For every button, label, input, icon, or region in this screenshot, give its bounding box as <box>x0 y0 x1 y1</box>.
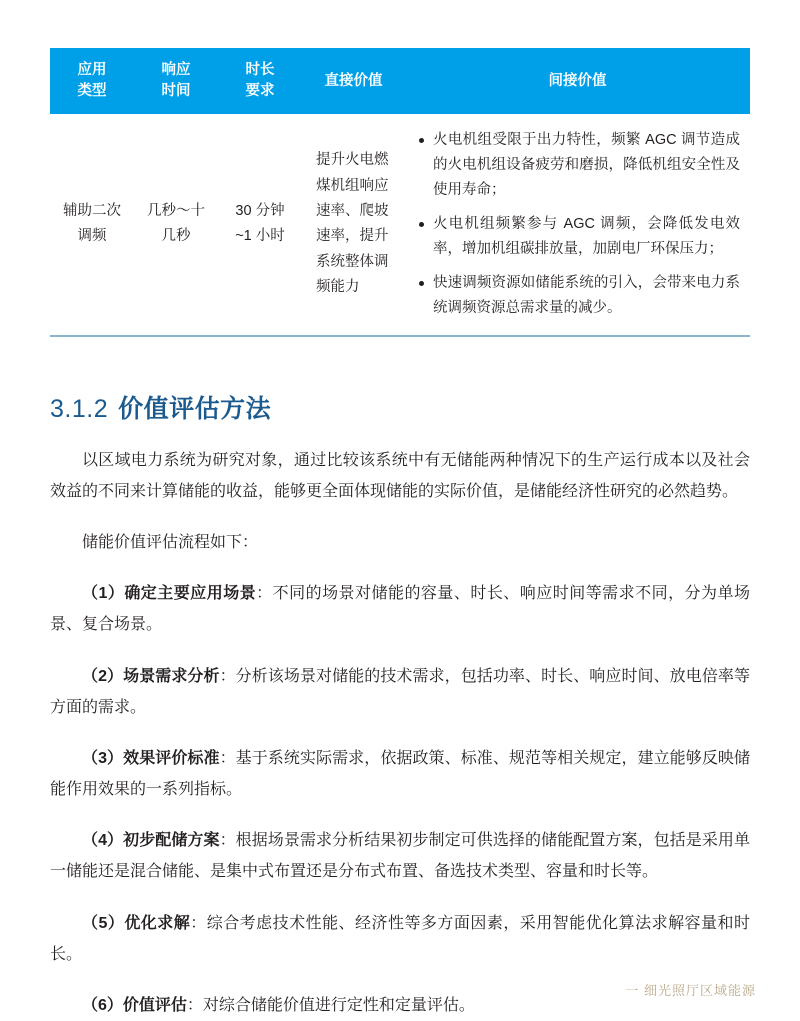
cell-response-time: 几秒～十几秒 <box>134 114 218 336</box>
table-header-cell-app-type: 应用 类型 <box>50 48 134 114</box>
step-1-label: （1）确定主要应用场景 <box>82 585 257 603</box>
table-row <box>50 114 750 336</box>
table-body <box>50 114 750 336</box>
list-item: 火电机组频繁参与 AGC 调频，会降低发电效率，增加机组碳排放量，加剧电厂环保压力； <box>433 212 740 262</box>
paragraph-step-5 <box>50 908 750 970</box>
step-2-text: ：分析该场景对储能的技术需求，包括功率、时长、响应时间、放电倍率等方面的需求。 <box>50 667 750 716</box>
cell-direct-value: 提升火电燃煤机组响应速率、爬坡速率，提升系统整体调频能力 <box>302 114 405 336</box>
list-item: 快速调频资源如储能系统的引入，会带来电力系统调频资源总需求量的减少。 <box>433 271 740 321</box>
paragraph-step-3 <box>50 743 750 805</box>
table-header-cell-direct-value: 直接价值 <box>302 48 405 114</box>
step-6-text: ：对综合储能价值进行定性和定量评估。 <box>186 997 475 1015</box>
cell-app-type: 辅助二次调频 <box>50 114 134 336</box>
step-5-text: ：综合考虑技术性能、经济性等多方面因素，采用智能优化算法求解容量和时长。 <box>50 914 750 963</box>
step-4-text: ：根据场景需求分析结果初步制定可供选择的储能配置方案，包括是采用单一储能还是混合储能、是集中式布置还是分布式布置、备选技术类型、容量和时长等。 <box>50 832 750 881</box>
page-watermark: 一 细光照厅区域能源 <box>625 983 756 998</box>
table-header <box>50 48 750 114</box>
paragraph-step-2 <box>50 661 750 723</box>
section-heading <box>50 389 750 425</box>
indirect-value-list <box>415 128 740 321</box>
cell-indirect-value <box>405 114 750 336</box>
step-3-label: （3）效果评价标准 <box>82 749 220 767</box>
section-title: 价值评估方法 <box>118 394 272 423</box>
table-header-row <box>50 48 750 114</box>
cell-duration: 30 分钟 ~1 小时 <box>218 114 302 336</box>
step-2-label: （2）场景需求分析 <box>82 667 220 685</box>
step-1-text: ：不同的场景对储能的容量、时长、响应时间等需求不同，分为单场景、复合场景。 <box>50 585 750 634</box>
step-4-label: （4）初步配储方案 <box>82 832 220 850</box>
table-header-cell-indirect-value: 间接价值 <box>405 48 750 114</box>
table-header-cell-duration: 时长 要求 <box>218 48 302 114</box>
table-header-cell-response-time: 响应 时间 <box>134 48 218 114</box>
value-table-container <box>50 0 750 337</box>
step-6-label: （6）价值评估 <box>82 997 187 1015</box>
step-3-text: ：基于系统实际需求，依据政策、标准、规范等相关规定，建立能够反映储能作用效果的一系列指标。 <box>50 749 750 799</box>
paragraph-step-1 <box>50 578 750 640</box>
list-item: 火电机组受限于出力特性，频繁 AGC 调节造成的火电机组设备疲劳和磨损，降低机组安全性及使用寿命； <box>433 128 740 203</box>
paragraph-step-4 <box>50 825 750 887</box>
application-value-table <box>50 48 750 337</box>
section-number: 3.1.2 <box>50 394 109 423</box>
paragraph-flow-lead: 储能价值评估流程如下： <box>82 533 259 551</box>
step-5-label: （5）优化求解 <box>82 914 191 932</box>
paragraph-intro: 以区域电力系统为研究对象，通过比较该系统中有无储能两种情况下的生产运行成本以及社会效益的不同来计算储能的收益，能够更全面体现储能的实际价值，是储能经济性研究的必然趋势。 <box>50 451 750 500</box>
